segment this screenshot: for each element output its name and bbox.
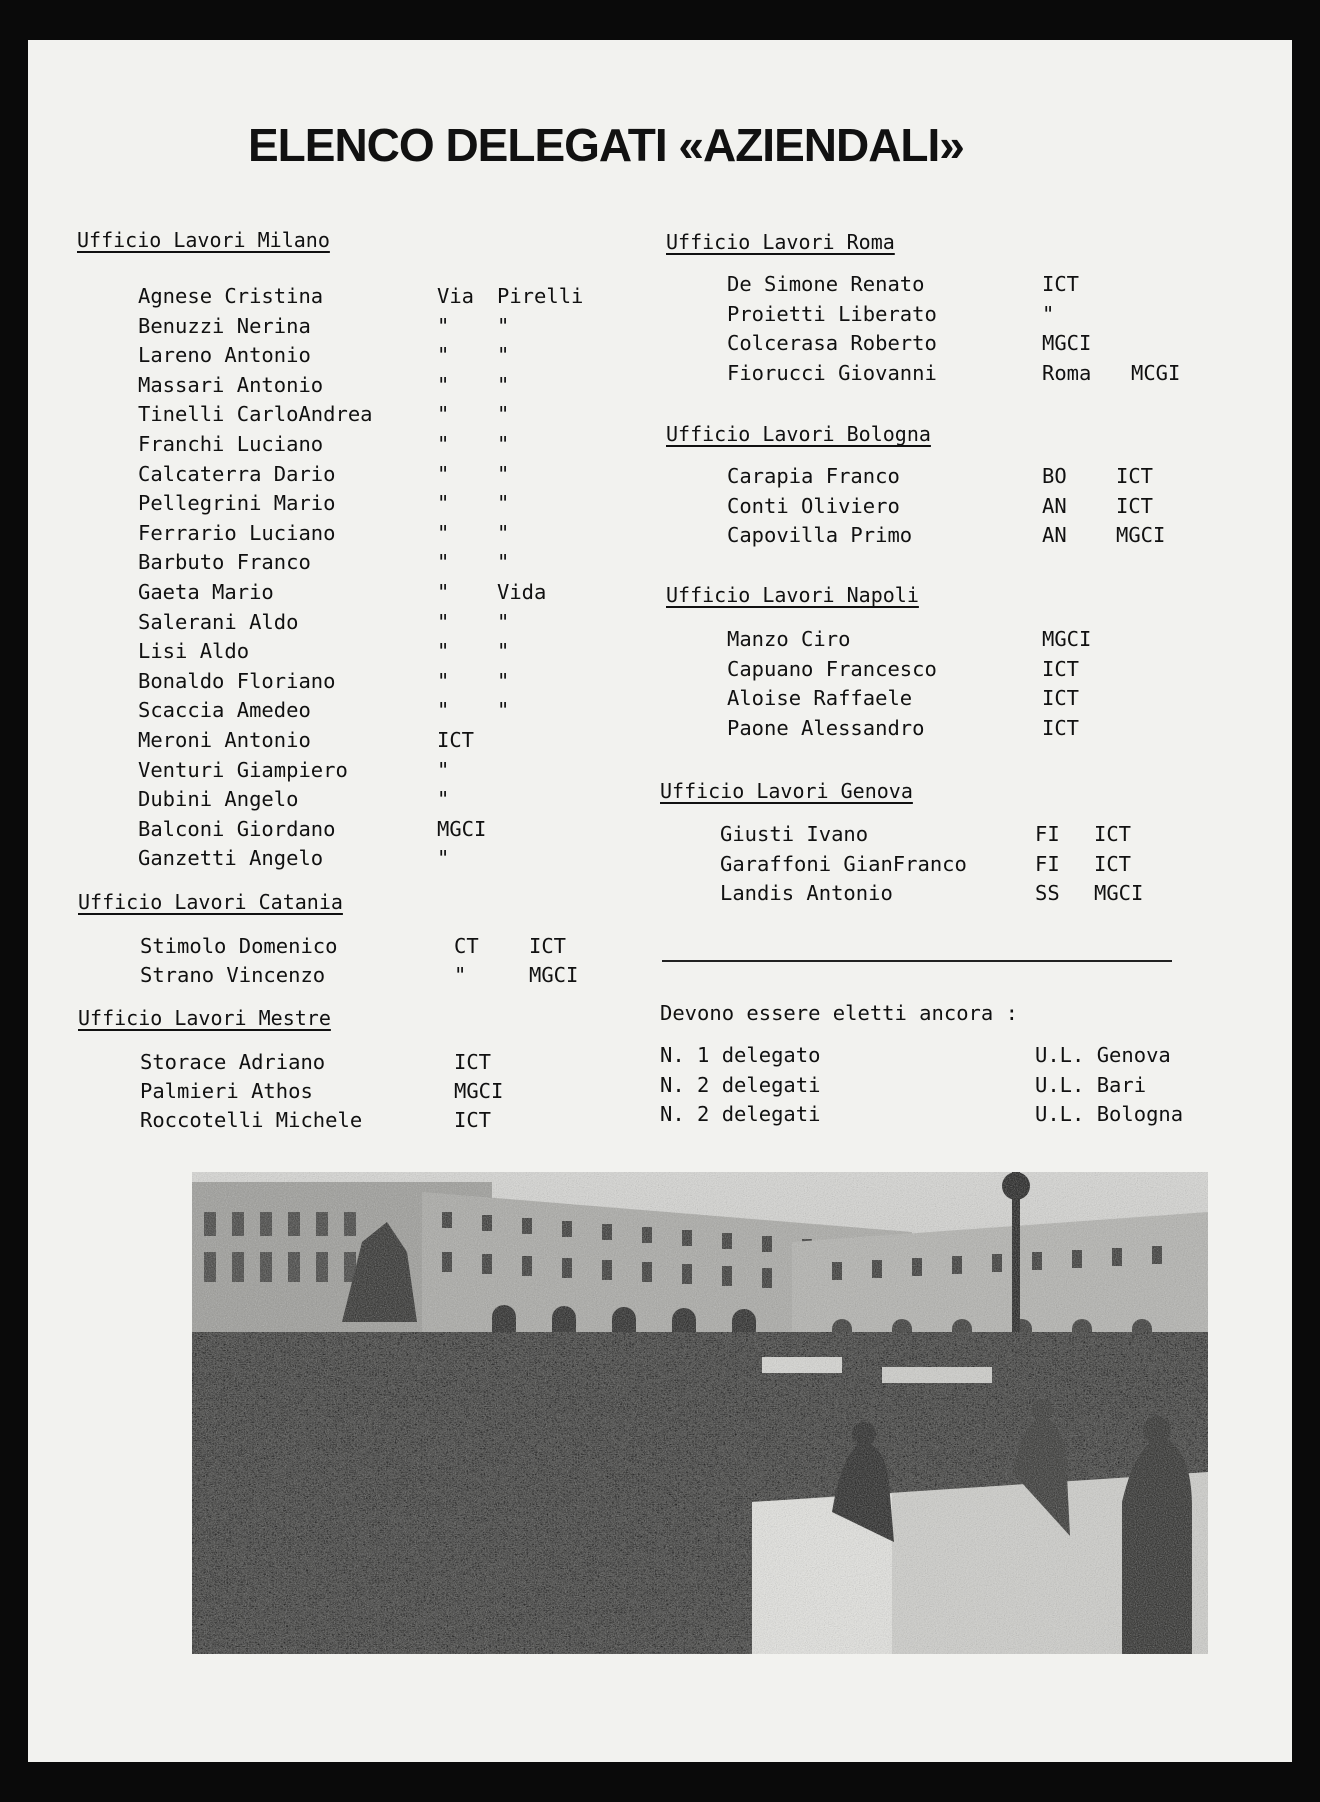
delegate-name: Ganzetti Angelo	[138, 846, 324, 871]
delegate-name: Carapia Franco	[727, 464, 900, 488]
delegate-col-a: "	[437, 402, 450, 427]
delegate-col-b: MGCI	[529, 963, 579, 987]
delegate-col-a: "	[437, 550, 450, 575]
delegate-name: Gaeta Mario	[138, 580, 274, 604]
divider-line	[662, 960, 1172, 962]
delegate-col-b: "	[497, 343, 510, 368]
delegate-col-b: MGCI	[1094, 881, 1144, 905]
delegate-col-a: "	[437, 461, 450, 486]
delegate-name: Ferrario Luciano	[138, 520, 336, 545]
delegate-col-a: ICT	[1042, 272, 1080, 296]
delegate-col-b: "	[497, 372, 510, 397]
delegate-name: Capovilla Primo	[727, 523, 913, 547]
delegate-name: Tinelli CarloAndrea	[138, 402, 373, 427]
delegate-col-a: "	[437, 491, 450, 516]
delegate-col-a: MGCI	[437, 816, 487, 841]
delegate-name: Franchi Luciano	[138, 432, 324, 456]
delegate-col-b: ICT	[1094, 822, 1132, 846]
delegate-name: Benuzzi Nerina	[138, 313, 311, 338]
delegate-name: Pellegrini Mario	[138, 491, 336, 516]
delegate-col-a: AN	[1042, 523, 1067, 547]
pending-office: U.L. Bari	[1035, 1072, 1147, 1097]
delegate-col-a: "	[437, 787, 450, 812]
delegate-col-a: "	[437, 313, 450, 338]
delegate-col-a: Via	[437, 284, 475, 308]
section-heading-milano: Ufficio Lavori Milano	[77, 228, 330, 252]
delegate-col-a: ICT	[437, 728, 475, 752]
delegate-col-a: "	[437, 698, 450, 723]
delegate-col-a: FI	[1035, 851, 1060, 876]
delegate-col-a: MGCI	[454, 1079, 504, 1103]
pending-heading: Devono essere eletti ancora :	[660, 1001, 1018, 1025]
delegate-col-b: MCGI	[1131, 360, 1181, 385]
delegate-col-b: "	[497, 491, 510, 516]
delegate-col-b: MGCI	[1116, 523, 1166, 547]
pending-count: N. 2 delegati	[660, 1072, 821, 1097]
delegate-name: Fiorucci Giovanni	[727, 360, 937, 385]
delegate-col-b: ICT	[1116, 464, 1154, 488]
delegate-name: Lareno Antonio	[138, 343, 311, 368]
delegate-col-b: ICT	[1116, 493, 1154, 518]
delegate-name: Lisi Aldo	[138, 639, 250, 664]
delegate-col-a: "	[437, 846, 450, 871]
delegate-name: Barbuto Franco	[138, 550, 311, 575]
delegate-name: Bonaldo Floriano	[138, 668, 336, 693]
delegate-col-a: ICT	[454, 1050, 492, 1074]
pending-count: N. 2 delegati	[660, 1102, 821, 1126]
delegate-col-a: ICT	[454, 1108, 492, 1132]
delegate-name: Roccotelli Michele	[140, 1108, 363, 1132]
delegate-col-b: "	[497, 432, 510, 456]
delegate-col-a: MGCI	[1042, 331, 1092, 355]
section-heading-genova: Ufficio Lavori Genova	[660, 779, 913, 803]
pending-office: U.L. Genova	[1035, 1043, 1171, 1067]
delegate-name: Garaffoni GianFranco	[720, 851, 967, 876]
delegate-col-b: "	[497, 313, 510, 338]
section-heading-mestre: Ufficio Lavori Mestre	[78, 1006, 331, 1030]
section-heading-roma: Ufficio Lavori Roma	[666, 230, 895, 254]
delegate-col-b: "	[497, 402, 510, 427]
delegate-col-a: AN	[1042, 493, 1067, 518]
delegate-col-a: "	[437, 757, 450, 782]
delegate-name: De Simone Renato	[727, 272, 925, 296]
delegate-col-a: "	[437, 343, 450, 368]
delegate-name: Colcerasa Roberto	[727, 331, 937, 355]
delegate-name: Calcaterra Dario	[138, 461, 336, 486]
delegate-name: Venturi Giampiero	[138, 757, 348, 782]
delegate-name: Storace Adriano	[140, 1050, 326, 1074]
delegate-name: Meroni Antonio	[138, 728, 311, 752]
delegate-name: Manzo Ciro	[727, 627, 851, 651]
delegate-name: Balconi Giordano	[138, 816, 336, 841]
delegate-col-a: "	[437, 432, 450, 456]
delegate-col-b: "	[497, 639, 510, 664]
delegate-name: Massari Antonio	[138, 372, 324, 397]
delegate-col-a: MGCI	[1042, 627, 1092, 651]
delegate-col-a: SS	[1035, 881, 1060, 905]
delegate-name: Paone Alessandro	[727, 715, 925, 740]
delegate-col-a: "	[437, 668, 450, 693]
delegate-name: Scaccia Amedeo	[138, 698, 311, 723]
delegate-name: Proietti Liberato	[727, 301, 937, 326]
delegate-col-b: Pirelli	[497, 284, 584, 308]
delegate-name: Landis Antonio	[720, 881, 893, 905]
delegate-name: Dubini Angelo	[138, 787, 299, 812]
delegate-col-b: "	[497, 461, 510, 486]
delegate-col-b: "	[497, 609, 510, 634]
delegate-col-b: "	[497, 668, 510, 693]
delegate-col-b: "	[497, 550, 510, 575]
delegate-name: Aloise Raffaele	[727, 686, 913, 710]
delegate-col-b: ICT	[1094, 851, 1132, 876]
section-heading-catania: Ufficio Lavori Catania	[78, 890, 343, 914]
pending-office: U.L. Bologna	[1035, 1102, 1184, 1126]
delegate-col-a: Roma	[1042, 360, 1092, 385]
delegate-name: Stimolo Domenico	[140, 934, 338, 958]
delegate-col-a: ICT	[1042, 686, 1080, 710]
delegate-name: Giusti Ivano	[720, 822, 869, 846]
delegate-col-a: "	[437, 609, 450, 634]
delegate-col-a: "	[437, 520, 450, 545]
section-heading-bologna: Ufficio Lavori Bologna	[666, 422, 931, 446]
delegate-name: Capuano Francesco	[727, 656, 937, 681]
delegate-col-b: "	[497, 698, 510, 723]
pending-count: N. 1 delegato	[660, 1043, 821, 1067]
delegate-col-a: FI	[1035, 822, 1060, 846]
delegate-name: Palmieri Athos	[140, 1079, 313, 1103]
delegate-name: Conti Oliviero	[727, 493, 900, 518]
delegate-col-a: ICT	[1042, 715, 1080, 740]
delegate-col-a: "	[454, 963, 467, 987]
delegate-col-a: ICT	[1042, 656, 1080, 681]
delegate-name: Agnese Cristina	[138, 284, 324, 308]
rally-photograph	[192, 1172, 1208, 1654]
delegate-col-a: BO	[1042, 464, 1067, 488]
delegate-col-a: "	[437, 639, 450, 664]
delegate-col-b: ICT	[529, 934, 567, 958]
delegate-name: Salerani Aldo	[138, 609, 299, 634]
delegate-col-a: CT	[454, 934, 479, 958]
delegate-col-b: Vida	[497, 580, 547, 604]
delegate-col-a: "	[437, 580, 450, 604]
delegate-col-b: "	[497, 520, 510, 545]
page-title: ELENCO DELEGATI «AZIENDALI»	[248, 119, 964, 171]
delegate-col-a: "	[1042, 301, 1055, 326]
section-heading-napoli: Ufficio Lavori Napoli	[666, 583, 919, 607]
delegate-col-a: "	[437, 372, 450, 397]
delegate-name: Strano Vincenzo	[140, 963, 326, 987]
